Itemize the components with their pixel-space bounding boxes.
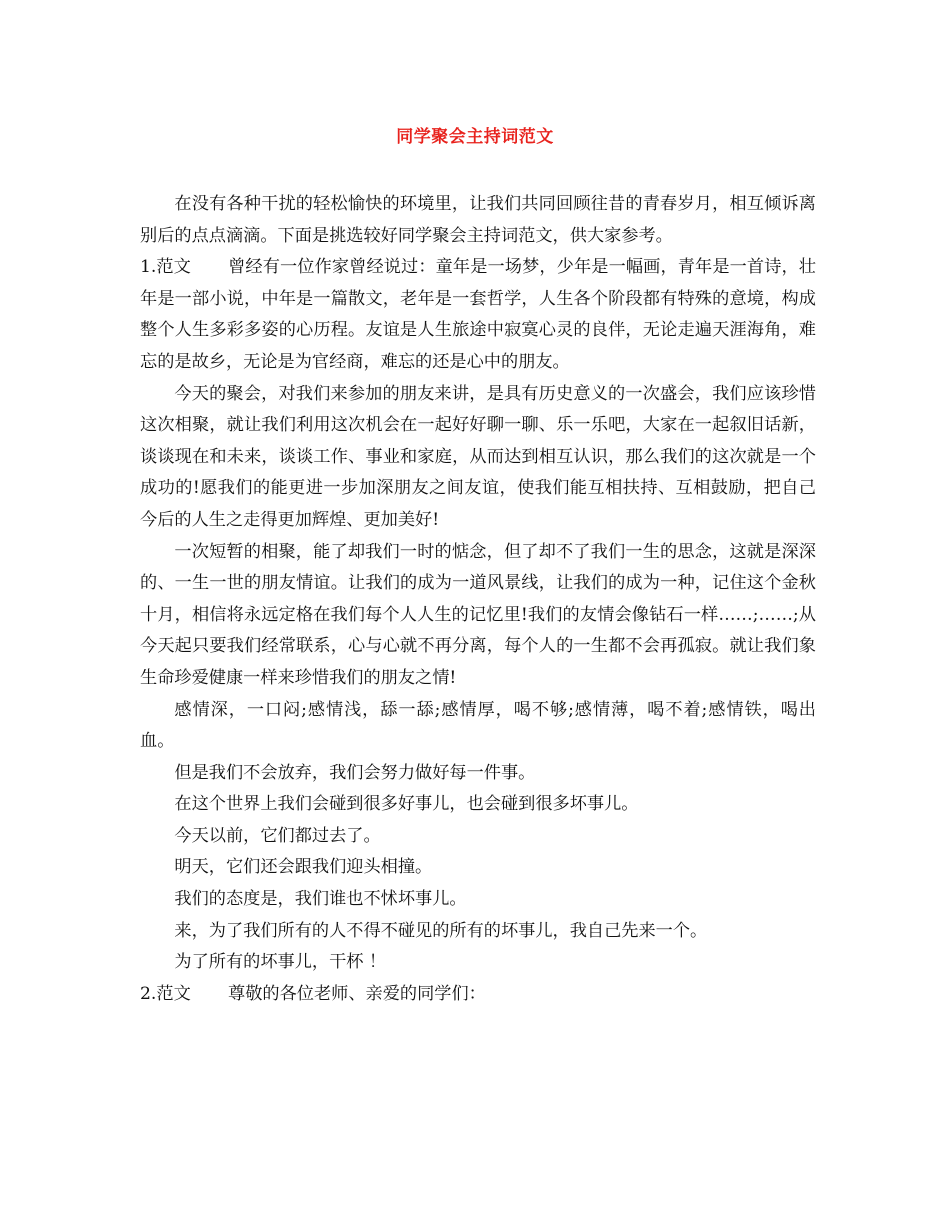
intro-paragraph: 在没有各种干扰的轻松愉快的环境里，让我们共同回顾往昔的青春岁月，相互倾诉离别后的点点滴滴。下面是挑选较好同学聚会主持词范文，供大家参考。 bbox=[140, 194, 816, 246]
document-title: 同学聚会主持词范文 bbox=[396, 127, 554, 147]
body-paragraph-9: 来，为了我们所有的人不得不碰见的所有的坏事儿，我自己先来一个。 bbox=[174, 920, 708, 941]
document-body bbox=[140, 189, 816, 1010]
section-1-label: 1.范文 bbox=[140, 257, 191, 278]
section-2-label: 2.范文 bbox=[140, 983, 191, 1004]
section-2-paragraph bbox=[140, 979, 816, 1011]
body-paragraph-3: 感情深，一口闷;感情浅，舔一舔;感情厚，喝不够;感情薄，喝不着;感情铁，喝出血。 bbox=[140, 699, 816, 752]
body-paragraph-10: 为了所有的坏事儿，干杯 ！ bbox=[174, 952, 387, 973]
section-2-text: 尊敬的各位老师、亲爱的同学们： bbox=[228, 983, 486, 1004]
body-paragraph-2: 一次短暂的相聚，能了却我们一时的惦念，但了却不了我们一生的思念，这就是深深的、一生一世的朋友情谊。让我们的成为一道风景线，让我们的成为一种，记住这个金秋十月，相信将永远定格在我们每个人人生的记忆里!我们的友情会像钻石一样……;……;从今天起只要我们经常联系，心与心就不再分离，每个人的一生都不会再孤寂。就让我们象生命珍爱健康一样来珍惜我们的朋友之情! bbox=[140, 541, 816, 688]
section-1-paragraph bbox=[140, 252, 816, 378]
body-paragraph-8: 我们的态度是，我们谁也不怵坏事儿。 bbox=[174, 889, 467, 910]
section-1-text: 曾经有一位作家曾经说过：童年是一场梦，少年是一幅画，青年是一首诗，壮年是一部小说，中年是一篇散文，老年是一套哲学，人生各个阶段都有特殊的意境，构成整个人生多彩多姿的心历程。友谊是人生旅途中寂寞心灵的良伴，无论走遍天涯海角，难忘的是故乡，无论是为官经商，难忘的还是心中的朋友。 bbox=[140, 257, 816, 372]
body-paragraph-4: 但是我们不会放弃，我们会努力做好每一件事。 bbox=[174, 762, 536, 783]
body-paragraph-6: 今天以前，它们都过去了。 bbox=[174, 825, 381, 846]
body-paragraph-5: 在这个世界上我们会碰到很多好事儿，也会碰到很多坏事儿。 bbox=[174, 794, 639, 815]
body-paragraph-7: 明天，它们还会跟我们迎头相撞。 bbox=[174, 857, 433, 878]
body-paragraph-1: 今天的聚会，对我们来参加的朋友来讲，是具有历史意义的一次盛会，我们应该珍惜这次相聚，就让我们利用这次机会在一起好好聊一聊、乐一乐吧，大家在一起叙旧话新，谈谈现在和未来，谈谈工作、事业和家庭，从而达到相互认识，那么我们的这次就是一个成功的!愿我们的能更进一步加深朋友之间友谊，使我们能互相扶持、互相鼓励，把自己今后的人生之走得更加辉煌、更加美好! bbox=[140, 383, 816, 530]
